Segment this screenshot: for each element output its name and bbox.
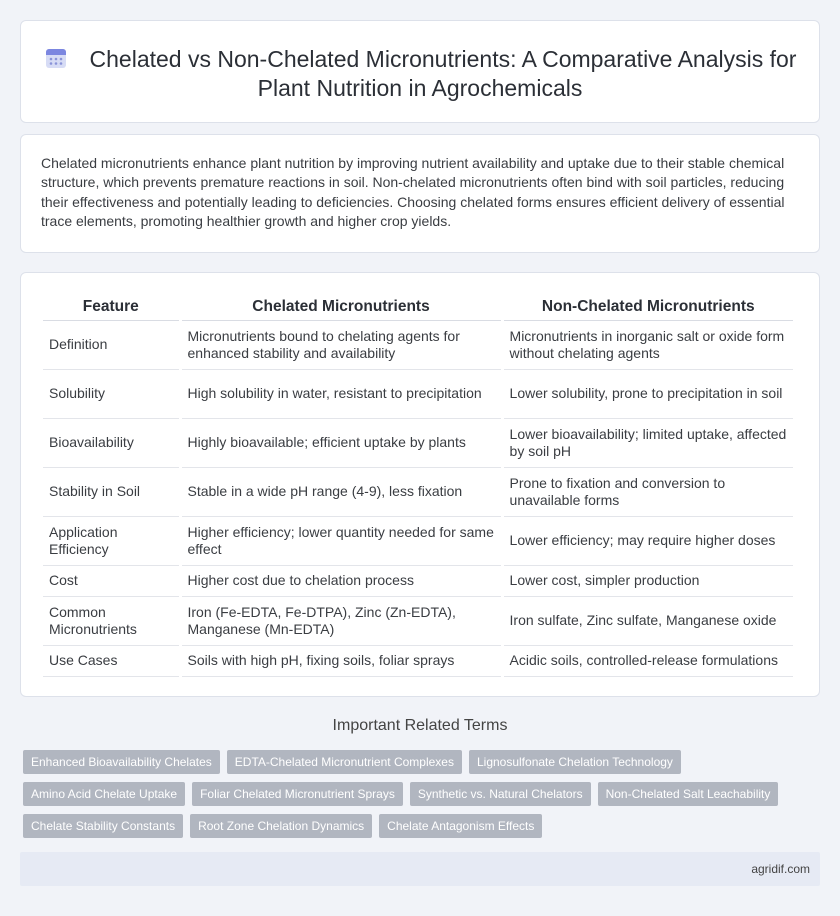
related-term-tag[interactable]: Non-Chelated Salt Leachability (598, 782, 779, 806)
related-term-tag[interactable]: Enhanced Bioavailability Chelates (23, 750, 220, 774)
table-row (43, 517, 793, 566)
footer (20, 852, 820, 886)
non-chelated-cell: Lower efficiency; may require higher doses (504, 517, 793, 566)
table-row (43, 468, 793, 517)
footer-site-link[interactable]: agridif.com (751, 862, 810, 876)
non-chelated-cell: Micronutrients in inorganic salt or oxide form without chelating agents (504, 321, 793, 370)
tag-row (23, 750, 681, 774)
non-chelated-cell: Acidic soils, controlled-release formulations (504, 646, 793, 677)
feature-cell: Application Efficiency (43, 517, 179, 566)
title-card (20, 20, 820, 123)
comparison-table-card (20, 272, 820, 697)
chelated-cell: Soils with high pH, fixing soils, foliar sprays (182, 646, 501, 677)
non-chelated-cell: Lower solubility, prone to precipitation in soil (504, 370, 793, 419)
tag-row (23, 782, 778, 806)
comparison-table (40, 297, 796, 677)
page-title: Chelated vs Non-Chelated Micronutrients: A Comparative Analysis for Plant Nutrition in Agrochemicals (89, 46, 797, 101)
non-chelated-cell: Lower bioavailability; limited uptake, affected by soil pH (504, 419, 793, 468)
feature-cell: Use Cases (43, 646, 179, 677)
chelated-cell: Highly bioavailable; efficient uptake by plants (182, 419, 501, 468)
related-term-tag[interactable]: Root Zone Chelation Dynamics (190, 814, 372, 838)
chelated-cell: Higher efficiency; lower quantity needed for same effect (182, 517, 501, 566)
chelated-cell: Stable in a wide pH range (4-9), less fixation (182, 468, 501, 517)
table-row (43, 566, 793, 597)
feature-cell: Definition (43, 321, 179, 370)
related-term-tag[interactable]: Synthetic vs. Natural Chelators (410, 782, 591, 806)
feature-cell: Cost (43, 566, 179, 597)
non-chelated-cell: Iron sulfate, Zinc sulfate, Manganese oxide (504, 597, 793, 646)
related-term-tag[interactable]: Lignosulfonate Chelation Technology (469, 750, 681, 774)
table-row (43, 597, 793, 646)
chelated-cell: Micronutrients bound to chelating agents for enhanced stability and availability (182, 321, 501, 370)
related-terms-heading: Important Related Terms (332, 717, 508, 734)
non-chelated-cell: Lower cost, simpler production (504, 566, 793, 597)
related-term-tag[interactable]: EDTA-Chelated Micronutrient Complexes (227, 750, 462, 774)
feature-cell: Stability in Soil (43, 468, 179, 517)
calendar-icon (44, 46, 68, 70)
header-chelated: Chelated Micronutrients (182, 297, 501, 321)
feature-cell: Bioavailability (43, 419, 179, 468)
table-row (43, 419, 793, 468)
table-row (43, 370, 793, 419)
table-row (43, 321, 793, 370)
header-non-chelated: Non-Chelated Micronutrients (504, 297, 793, 321)
chelated-cell: Higher cost due to chelation process (182, 566, 501, 597)
chelated-cell: Iron (Fe-EDTA, Fe-DTPA), Zinc (Zn-EDTA), Manganese (Mn-EDTA) (182, 597, 501, 646)
header-feature: Feature (43, 297, 179, 321)
related-term-tag[interactable]: Chelate Stability Constants (23, 814, 183, 838)
table-row (43, 646, 793, 677)
non-chelated-cell: Prone to fixation and conversion to unavailable forms (504, 468, 793, 517)
feature-cell: Solubility (43, 370, 179, 419)
feature-cell: Common Micronutrients (43, 597, 179, 646)
chelated-cell: High solubility in water, resistant to precipitation (182, 370, 501, 419)
related-term-tag[interactable]: Foliar Chelated Micronutrient Sprays (192, 782, 403, 806)
related-term-tag[interactable]: Amino Acid Chelate Uptake (23, 782, 185, 806)
intro-card (20, 134, 820, 253)
related-term-tag[interactable]: Chelate Antagonism Effects (379, 814, 542, 838)
intro-paragraph: Chelated micronutrients enhance plant nutrition by improving nutrient availability and uptake due to their stable chemical structure, which prevents premature reactions in soil. Non-chelated micronutrients often bind with soil particles, reducing their effectiveness and potentially leading to deficiencies. Choosing chelated forms ensures efficient delivery of essential trace elements, promoting healthier growth and higher crop yields. (41, 155, 785, 229)
tag-row (23, 814, 542, 838)
